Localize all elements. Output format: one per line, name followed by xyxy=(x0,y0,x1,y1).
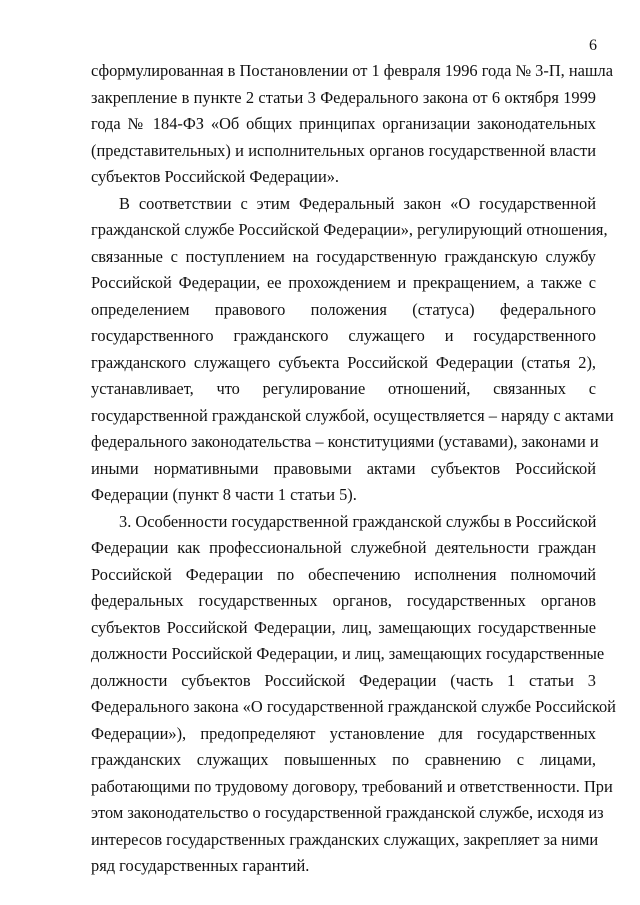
text-line: Федерации (пункт 8 части 1 статьи 5). xyxy=(91,485,357,504)
text-line: субъектов Российской Федерации». xyxy=(91,167,340,186)
text-line: Российской Федерации, ее прохождением и прекращением, а также с xyxy=(91,273,596,292)
text-line: Федерального закона «О государственной гражданской службе Российской xyxy=(91,697,616,716)
text-line: субъектов Российской Федерации, лиц, замещающих государственные xyxy=(91,618,596,637)
text-line: Федерации как профессиональной служебной деятельности граждан xyxy=(91,538,596,557)
text-line: В соответствии с этим Федеральный закон «О государственной xyxy=(119,194,596,213)
text-line: интересов государственных гражданских служащих, закрепляет за ними xyxy=(91,830,599,849)
text-line: должности Российской Федерации, и лиц, замещающих государственные xyxy=(91,644,605,663)
text-line: (представительных) и исполнительных органов государственной власти xyxy=(91,141,596,160)
text-line: ряд государственных гарантий. xyxy=(91,856,310,875)
text-line: гражданских служащих повышенных по сравнению с лицами, xyxy=(91,750,596,769)
text-line: гражданской службе Российской Федерации», регулирующий отношения, xyxy=(91,220,608,239)
text-line: года № 184-ФЗ «Об общих принципах организации законодательных xyxy=(91,114,596,133)
text-line: государственной гражданской службой, осуществляется – наряду с актами xyxy=(91,406,614,425)
text-line: устанавливает, что регулирование отношений, связанных с xyxy=(91,379,596,398)
text-line: Российской Федерации по обеспечению исполнения полномочий xyxy=(91,565,596,584)
text-line: связанные с поступлением на государственную гражданскую службу xyxy=(91,247,596,266)
text-line: закрепление в пункте 2 статьи 3 Федерального закона от 6 октября 1999 xyxy=(91,88,596,107)
text-line: этом законодательство о государственной гражданской службе, исходя из xyxy=(91,803,604,822)
text-line: должности субъектов Российской Федерации (часть 1 статьи 3 xyxy=(91,671,596,690)
text-line: Федерации»), предопределяют установление для государственных xyxy=(91,724,596,743)
text-line: иными нормативными правовыми актами субъектов Российской xyxy=(91,459,596,478)
text-line: 3. Особенности государственной гражданской службы в Российской xyxy=(119,512,597,531)
text-line: работающими по трудовому договору, требований и ответственности. При xyxy=(91,777,613,796)
page-number: 6 xyxy=(589,37,597,54)
text-line: федеральных государственных органов, государственных органов xyxy=(91,591,596,610)
text-line: федерального законодательства – конституциями (уставами), законами и xyxy=(91,432,599,451)
text-line: гражданского служащего субъекта Российской Федерации (статья 2), xyxy=(91,353,596,372)
text-line: определением правового положения (статуса) федерального xyxy=(91,300,596,319)
text-line: государственного гражданского служащего и государственного xyxy=(91,326,596,345)
text-line: сформулированная в Постановлении от 1 февраля 1996 года № 3-П, нашла xyxy=(91,61,613,80)
